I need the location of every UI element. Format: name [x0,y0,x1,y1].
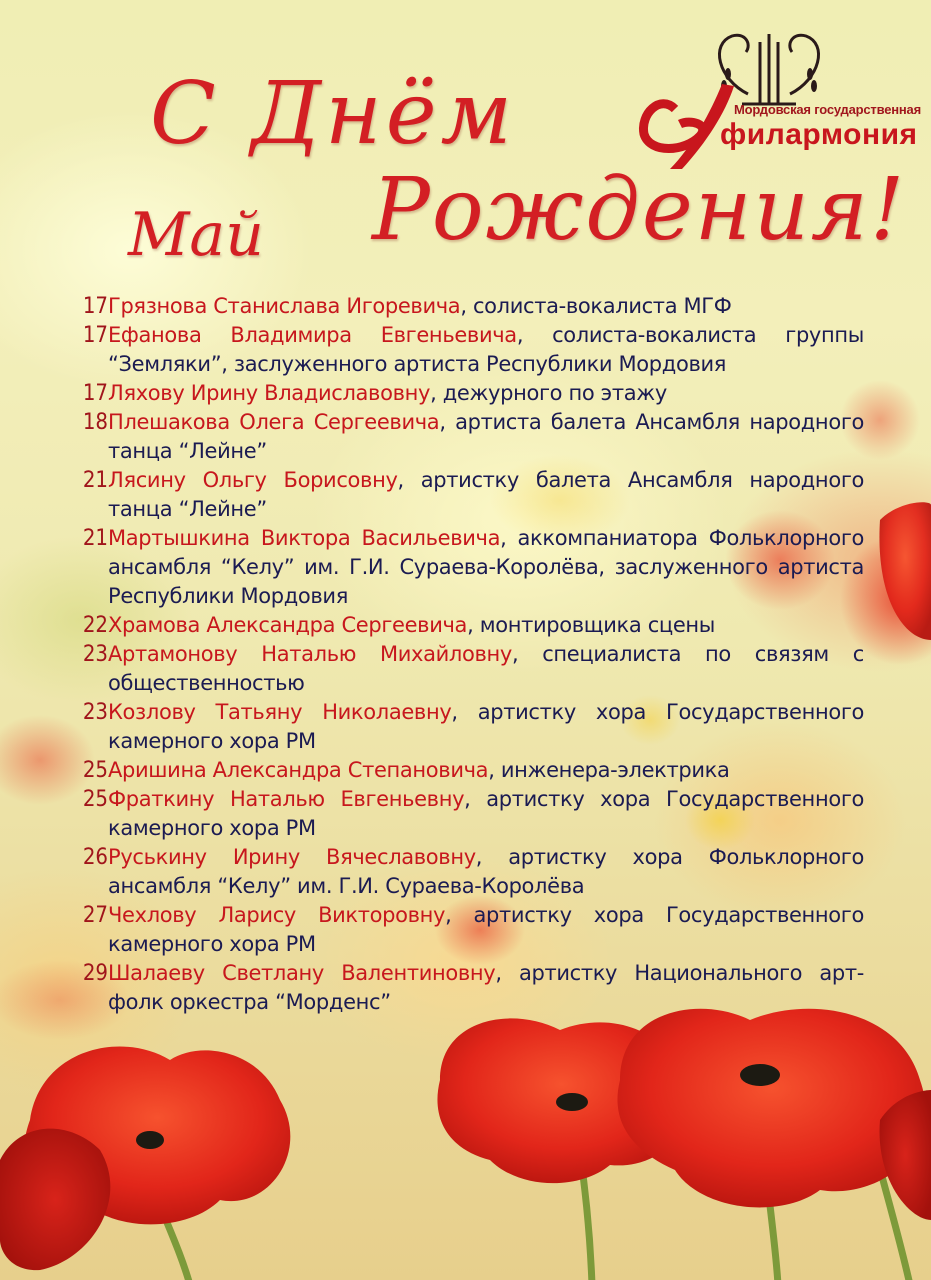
entry-day: 17 [82,294,108,319]
birthday-entry [64,843,864,901]
entry-text [108,408,864,466]
entry-role: , инженера-электрика [488,758,730,782]
birthday-entry [64,524,864,611]
entry-text [108,756,864,785]
entry-day: 21 [82,526,108,551]
entry-day: 23 [82,642,108,667]
logo-subtitle: Мордовская государственная [734,102,921,117]
entry-name: Аришина Александра Степановича [108,758,489,782]
birthday-entry [64,698,864,756]
entry-role: , специалиста по связям с общественностью [108,642,865,695]
birthday-entry [64,611,864,640]
entry-day: 25 [82,758,108,783]
birthday-list [64,292,864,1017]
entry-role: , артистку хора Государственного камерного хора РМ [108,700,865,753]
birthday-entry [64,292,864,321]
entry-role: , аккомпаниатора Фольклорного ансамбля “Келу” им. Г.И. Сураева-Королёва, заслуженного артиста Республики Мордовия [108,526,864,608]
entry-name: Чехлову Ларису Викторовну [108,903,446,927]
entry-name: Козлову Татьяну Николаевну [108,700,452,724]
entry-role: , солиста-вокалиста МГФ [460,294,732,318]
entry-day: 22 [82,613,108,638]
entry-text [108,959,864,1017]
birthday-entry [64,321,864,379]
entry-day: 17 [82,323,108,348]
birthday-entry [64,785,864,843]
entry-text [108,698,864,756]
poppy-left [0,1047,290,1271]
greeting-title-line1: С Днём [150,64,516,164]
entry-day: 29 [82,961,108,986]
entry-name: Шалаеву Светлану Валентиновну [108,961,496,985]
entry-day: 23 [82,700,108,725]
entry-text [108,524,864,611]
entry-day: 18 [82,410,108,435]
entry-name: Плешакова Олега Сергеевича [108,410,440,434]
entry-text [108,379,864,408]
entry-day: 26 [82,845,108,870]
greeting-title-line2: Рождения! [372,160,907,260]
entry-role: , артиста балета Ансамбля народного танца “Лейне” [108,410,864,463]
entry-role: , артистку балета Ансамбля народного танца “Лейне” [108,468,864,521]
entry-name: Фраткину Наталью Евгеньевну [108,787,465,811]
entry-day: 17 [82,381,108,406]
entry-day: 25 [82,787,108,812]
entry-name: Грязнова Станислава Игоревича [108,294,461,318]
birthday-entry [64,379,864,408]
entry-text [108,640,864,698]
entry-text [108,901,864,959]
entry-role: , артистку хора Государственного камерного хора РМ [108,787,864,840]
logo-name: филармония [720,118,918,151]
entry-role: , монтировщика сцены [467,613,716,637]
entry-name: Храмова Александра Сергеевича [108,613,468,637]
entry-text [108,292,864,321]
entry-name: Мартышкина Виктора Васильевича [108,526,501,550]
entry-role: , артистку Национального арт-фолк оркестра “Морденс” [108,961,864,1014]
entry-text [108,843,864,901]
entry-role: , дежурного по этажу [430,381,667,405]
entry-name: Ляхову Ирину Владиславовну [108,381,431,405]
entry-text [108,321,864,379]
birthday-entry [64,901,864,959]
month-heading: Май [128,200,264,270]
entry-day: 21 [82,468,108,493]
birthday-entry [64,640,864,698]
entry-role: , артистку хора Государственного камерного хора РМ [108,903,864,956]
entry-day: 27 [82,903,108,928]
entry-role: , артистку хора Фольклорного ансамбля “Келу” им. Г.И. Сураева-Королёва [108,845,864,898]
entry-role: , солиста-вокалиста группы “Земляки”, заслуженного артиста Республики Мордовия [108,323,864,376]
entry-text [108,785,864,843]
entry-text [108,611,864,640]
birthday-entry [64,959,864,1017]
entry-name: Ефанова Владимира Евгеньевича [108,323,517,347]
birthday-entry [64,408,864,466]
entry-name: Артамонову Наталью Михайловну [108,642,512,666]
philharmonic-logo [630,24,921,174]
birthday-entry [64,756,864,785]
entry-name: Лясину Ольгу Борисовну [108,468,398,492]
entry-name: Руськину Ирину Вячеславовну [108,845,476,869]
entry-text [108,466,864,524]
birthday-entry [64,466,864,524]
